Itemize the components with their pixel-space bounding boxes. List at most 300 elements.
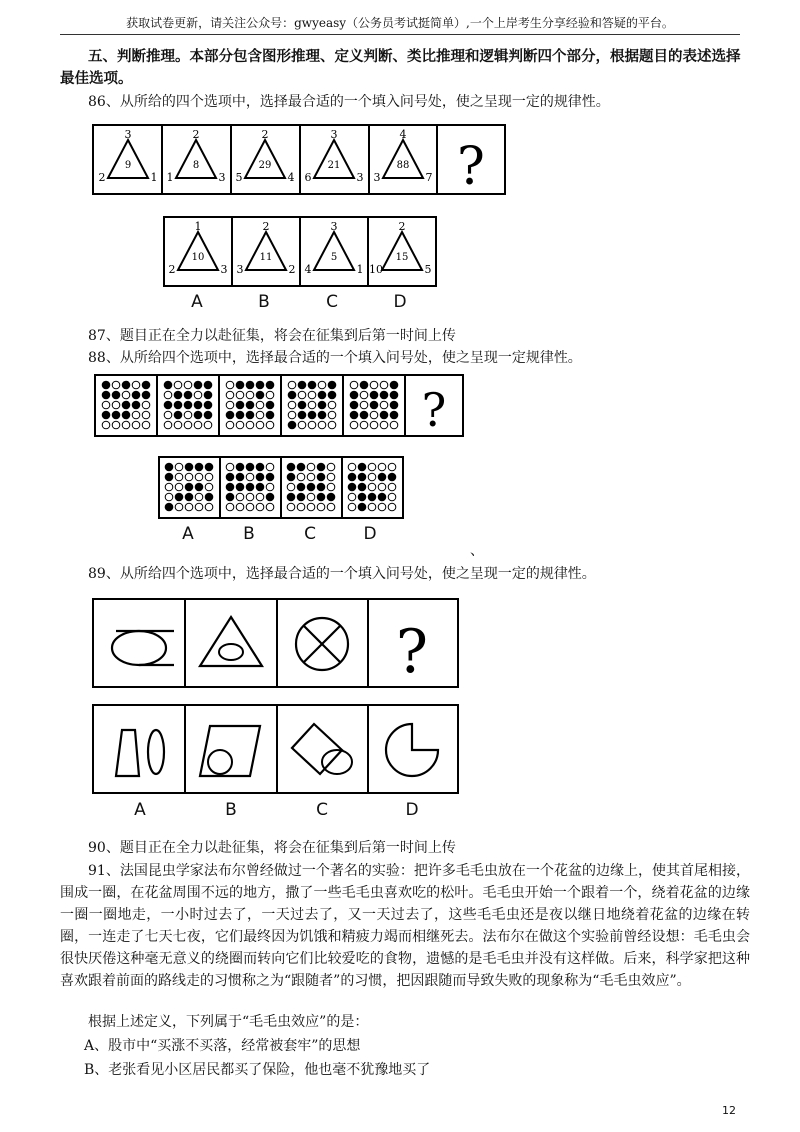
filled-dot <box>317 473 325 481</box>
filled-dot <box>390 401 398 409</box>
empty-dot <box>328 411 336 419</box>
q86-option-label-c: C <box>326 292 338 312</box>
q88-option-grid <box>165 463 213 511</box>
empty-dot <box>184 421 192 429</box>
empty-dot <box>288 411 296 419</box>
q89-shape-circle-x <box>296 618 348 670</box>
q86-options-figure <box>163 216 439 288</box>
q91-option-b: B、老张看见小区居民都买了保险，他也毫不犹豫地买了 <box>84 1062 431 1078</box>
empty-dot <box>236 503 244 511</box>
triangle-center-number: 5 <box>330 252 338 263</box>
q89-option-label-c: C <box>316 800 328 820</box>
filled-dot <box>174 401 182 409</box>
empty-dot <box>318 381 326 389</box>
empty-dot <box>142 421 150 429</box>
empty-dot <box>102 421 110 429</box>
filled-dot <box>122 401 130 409</box>
empty-dot <box>175 473 183 481</box>
filled-dot <box>194 401 202 409</box>
filled-dot <box>102 381 110 389</box>
q88-options-figure <box>158 456 406 520</box>
empty-dot <box>380 401 388 409</box>
empty-dot <box>350 381 358 389</box>
filled-dot <box>328 391 336 399</box>
q88-option-label-d: D <box>363 524 377 544</box>
empty-dot <box>308 391 316 399</box>
filled-dot <box>328 381 336 389</box>
empty-dot <box>298 391 306 399</box>
filled-dot <box>246 401 254 409</box>
empty-dot <box>317 503 325 511</box>
q90-text: 90、题目正在全力以赴征集，将会在征集到后第一时间上传 <box>88 840 456 856</box>
filled-dot <box>204 401 212 409</box>
empty-dot <box>370 411 378 419</box>
triangle-top-number: 2 <box>262 220 270 233</box>
empty-dot <box>112 421 120 429</box>
empty-dot <box>132 421 140 429</box>
triangle-right-number: 1 <box>356 263 364 276</box>
filled-dot <box>297 483 305 491</box>
empty-dot <box>370 381 378 389</box>
triangle-left-number: 3 <box>236 263 244 276</box>
filled-dot <box>317 463 325 471</box>
filled-dot <box>194 411 202 419</box>
section-title: 五、判断推理。本部分包含图形推理、定义判断、类比推理和逻辑判断四个部分，根据题目的表述选择最佳选项。 <box>60 48 741 87</box>
empty-dot <box>175 463 183 471</box>
filled-dot <box>266 411 274 419</box>
empty-dot <box>350 421 358 429</box>
triangle-right-number: 5 <box>424 263 432 276</box>
empty-dot <box>246 503 254 511</box>
q88-sequence-grid <box>226 381 274 429</box>
q89-option-label-d: D <box>405 800 419 820</box>
q86-option-label-a: A <box>191 292 203 312</box>
triangle-top-number: 2 <box>261 128 269 141</box>
q86-stem: 86、从所给的四个选项中，选择最合适的一个填入问号处，使之呈现一定的规律性。 <box>88 94 610 110</box>
filled-dot <box>358 483 366 491</box>
filled-dot <box>288 391 296 399</box>
q86-option-label-b: B <box>258 292 270 312</box>
empty-dot <box>307 463 315 471</box>
filled-dot <box>348 483 356 491</box>
empty-dot <box>174 381 182 389</box>
filled-dot <box>358 503 366 511</box>
filled-dot <box>236 401 244 409</box>
empty-dot <box>185 503 193 511</box>
filled-dot <box>350 411 358 419</box>
triangle-right-number: 2 <box>288 263 296 276</box>
triangle-center-number: 8 <box>192 160 200 171</box>
filled-dot <box>318 411 326 419</box>
filled-dot <box>112 411 120 419</box>
q88-sequence-figure <box>94 374 466 438</box>
q91-option-a: A、股市中“买涨不买落，经常被套牢”的思想 <box>84 1038 361 1054</box>
q86-sequence-triangle <box>305 128 364 184</box>
empty-dot <box>327 463 335 471</box>
empty-dot <box>256 411 264 419</box>
filled-dot <box>246 463 254 471</box>
empty-dot <box>308 421 316 429</box>
filled-dot <box>298 381 306 389</box>
triangle-right-number: 4 <box>287 171 295 184</box>
filled-dot <box>236 381 244 389</box>
empty-dot <box>266 421 274 429</box>
q86-sequence-triangle <box>99 128 158 184</box>
empty-dot <box>175 503 183 511</box>
empty-dot <box>256 493 264 501</box>
empty-dot <box>195 473 203 481</box>
filled-dot <box>390 391 398 399</box>
q88-sequence-grid <box>288 381 336 429</box>
filled-dot <box>327 493 335 501</box>
q86-option-triangle <box>237 220 296 276</box>
triangle-shape <box>108 140 148 178</box>
filled-dot <box>317 493 325 501</box>
filled-dot <box>246 411 254 419</box>
filled-dot <box>112 391 120 399</box>
empty-dot <box>112 401 120 409</box>
empty-dot <box>378 463 386 471</box>
filled-dot <box>256 473 264 481</box>
q89-option-label-b: B <box>225 800 237 820</box>
triangle-shape <box>245 140 285 178</box>
empty-dot <box>164 391 172 399</box>
filled-dot <box>256 463 264 471</box>
triangle-top-number: 4 <box>399 128 407 141</box>
triangle-left-number: 6 <box>304 171 312 184</box>
filled-dot <box>287 473 295 481</box>
triangle-shape <box>178 232 218 270</box>
q88-sequence-grid <box>102 381 150 429</box>
triangle-shape <box>314 140 354 178</box>
empty-dot <box>195 493 203 501</box>
empty-dot <box>360 391 368 399</box>
empty-dot <box>388 483 396 491</box>
empty-dot <box>287 503 295 511</box>
filled-dot <box>318 401 326 409</box>
q89-option-d-shape <box>386 724 438 776</box>
empty-dot <box>307 473 315 481</box>
filled-dot <box>348 473 356 481</box>
q91-paragraph: 91、法国昆虫学家法布尔曾经做过一个著名的实验：把许多毛毛虫放在一个花盆的边缘上，使其首尾相接，围成一圈，在花盆周围不远的地方，撒了一些毛毛虫喜欢吃的松叶。毛毛虫开始一个跟着一个，绕着花盆的边缘一圈一圈地走，一小时过去了，一天过去了，又一天过去了，这些毛毛虫还是夜以继日地绕着花盆的边缘在转圈，一连走了七天七夜，它们最终因为饥饿和精疲力竭而相继死去。法布尔在做这个实验前曾经设想：毛毛虫会很快厌倦这种毫无意义的绕圈而转向它们比较爱吃的食物，遗憾的是毛毛虫并没有这样做。后来，科学家把这种喜欢跟着前面的路线走的习惯称之为“跟随者”的习惯，把因跟随而导致失败的现象称为“毛毛虫效应”。 <box>60 863 750 989</box>
page-number: 12 <box>722 1104 736 1117</box>
empty-dot <box>388 493 396 501</box>
triangle-center-number: 9 <box>124 160 132 171</box>
empty-dot <box>256 421 264 429</box>
filled-dot <box>122 381 130 389</box>
q88-question-mark: ? <box>421 383 447 437</box>
page-header: 获取试卷更新，请关注公众号：gwyeasy（公务员考试挺简单）,一个上岸考生分享经验和答疑的平台。 <box>126 16 674 30</box>
q89-shape-circle-lines <box>112 631 174 665</box>
q86-option-label-d: D <box>393 292 407 312</box>
filled-dot <box>308 381 316 389</box>
filled-dot <box>298 401 306 409</box>
filled-dot <box>297 493 305 501</box>
empty-dot <box>236 421 244 429</box>
triangle-right-number: 3 <box>218 171 226 184</box>
filled-dot <box>174 391 182 399</box>
triangle-left-number: 1 <box>166 171 174 184</box>
q86-sequence-triangle <box>236 128 295 184</box>
filled-dot <box>132 401 140 409</box>
filled-dot <box>266 473 274 481</box>
q88-stem: 88、从所给四个选项中，选择最合适的一个填入问号处，使之呈现一定规律性。 <box>88 350 582 366</box>
q88-option-label-b: B <box>243 524 255 544</box>
q89-question-mark: ? <box>395 617 429 687</box>
empty-dot <box>287 483 295 491</box>
empty-dot <box>246 391 254 399</box>
filled-dot <box>256 391 264 399</box>
triangle-center-number: 29 <box>258 160 272 171</box>
q88-sequence-grid <box>350 381 398 429</box>
empty-dot <box>256 503 264 511</box>
empty-dot <box>122 391 130 399</box>
q89-stem: 89、从所给四个选项中，选择最合适的一个填入问号处，使之呈现一定的规律性。 <box>88 566 596 582</box>
empty-dot <box>246 421 254 429</box>
empty-dot <box>226 401 234 409</box>
empty-dot <box>328 421 336 429</box>
triangle-center-number: 15 <box>395 252 409 263</box>
filled-dot <box>350 391 358 399</box>
filled-dot <box>142 381 150 389</box>
filled-dot <box>266 381 274 389</box>
filled-dot <box>370 401 378 409</box>
filled-dot <box>102 391 110 399</box>
triangle-shape <box>176 140 216 178</box>
q89-shape-triangle-ellipse <box>200 617 262 666</box>
empty-dot <box>194 421 202 429</box>
triangle-center-number: 10 <box>191 252 205 263</box>
filled-dot <box>165 463 173 471</box>
q86-sequence-figure <box>92 124 508 196</box>
filled-dot <box>360 381 368 389</box>
filled-dot <box>236 473 244 481</box>
empty-dot <box>164 411 172 419</box>
empty-dot <box>164 421 172 429</box>
q86-option-triangle <box>169 220 228 276</box>
empty-dot <box>226 503 234 511</box>
triangle-right-number: 3 <box>356 171 364 184</box>
filled-dot <box>378 493 386 501</box>
triangle-left-number: 5 <box>235 171 243 184</box>
q88-option-grid <box>287 463 335 511</box>
empty-dot <box>205 483 213 491</box>
empty-dot <box>132 411 140 419</box>
filled-dot <box>317 483 325 491</box>
filled-dot <box>185 493 193 501</box>
q88-sequence-grid <box>164 381 212 429</box>
filled-dot <box>358 473 366 481</box>
empty-dot <box>288 401 296 409</box>
filled-dot <box>165 473 173 481</box>
filled-dot <box>390 381 398 389</box>
filled-dot <box>236 411 244 419</box>
filled-dot <box>236 483 244 491</box>
triangle-top-number: 1 <box>194 220 202 233</box>
filled-dot <box>185 483 193 491</box>
filled-dot <box>226 483 234 491</box>
empty-dot <box>165 483 173 491</box>
q89-option-label-a: A <box>134 800 146 820</box>
filled-dot <box>132 391 140 399</box>
q89-sequence-figure <box>92 598 462 690</box>
q89-option-c-shape <box>292 724 352 774</box>
empty-dot <box>378 503 386 511</box>
q88-option-label-a: A <box>182 524 194 544</box>
q88-option-grid <box>226 463 274 511</box>
triangle-top-number: 3 <box>330 220 338 233</box>
triangle-top-number: 2 <box>192 128 200 141</box>
triangle-center-number: 88 <box>396 160 410 171</box>
empty-dot <box>297 473 305 481</box>
empty-dot <box>380 421 388 429</box>
empty-dot <box>327 503 335 511</box>
filled-dot <box>246 381 254 389</box>
filled-dot <box>164 401 172 409</box>
empty-dot <box>360 421 368 429</box>
filled-dot <box>256 483 264 491</box>
empty-dot <box>266 503 274 511</box>
empty-dot <box>142 411 150 419</box>
q86-question-mark: ? <box>457 137 485 196</box>
q86-option-triangle <box>305 220 364 276</box>
filled-dot <box>256 381 264 389</box>
filled-dot <box>287 463 295 471</box>
filled-dot <box>102 411 110 419</box>
empty-dot <box>360 401 368 409</box>
q86-sequence-triangle <box>374 128 433 184</box>
filled-dot <box>308 411 316 419</box>
empty-dot <box>256 401 264 409</box>
triangle-right-number: 7 <box>425 171 433 184</box>
filled-dot <box>175 493 183 501</box>
triangle-top-number: 2 <box>398 220 406 233</box>
filled-dot <box>165 503 173 511</box>
filled-dot <box>298 411 306 419</box>
filled-dot <box>297 463 305 471</box>
stray-mark: 、 <box>470 543 484 559</box>
empty-dot <box>102 401 110 409</box>
filled-dot <box>226 411 234 419</box>
empty-dot <box>112 381 120 389</box>
triangle-right-number: 3 <box>220 263 228 276</box>
filled-dot <box>266 401 274 409</box>
empty-dot <box>298 421 306 429</box>
empty-dot <box>378 483 386 491</box>
triangle-left-number: 3 <box>373 171 381 184</box>
triangle-right-number: 1 <box>150 171 158 184</box>
filled-dot <box>370 391 378 399</box>
filled-dot <box>184 401 192 409</box>
q88-option-label-c: C <box>304 524 316 544</box>
empty-dot <box>226 421 234 429</box>
empty-dot <box>370 421 378 429</box>
filled-dot <box>360 411 368 419</box>
empty-dot <box>185 473 193 481</box>
filled-dot <box>205 493 213 501</box>
filled-dot <box>204 381 212 389</box>
filled-dot <box>368 493 376 501</box>
empty-dot <box>380 381 388 389</box>
filled-dot <box>266 493 274 501</box>
filled-dot <box>174 411 182 419</box>
filled-dot <box>164 381 172 389</box>
empty-dot <box>308 401 316 409</box>
triangle-center-number: 11 <box>259 252 273 263</box>
empty-dot <box>266 463 274 471</box>
filled-dot <box>350 401 358 409</box>
triangle-top-number: 3 <box>330 128 338 141</box>
filled-dot <box>390 411 398 419</box>
filled-dot <box>380 411 388 419</box>
q86-sequence-triangle <box>167 128 226 184</box>
filled-dot <box>205 463 213 471</box>
filled-dot <box>236 463 244 471</box>
triangle-center-number: 21 <box>327 160 341 171</box>
q88-option-grid <box>348 463 396 511</box>
empty-dot <box>368 483 376 491</box>
filled-dot <box>307 483 315 491</box>
empty-dot <box>307 493 315 501</box>
empty-dot <box>348 463 356 471</box>
filled-dot <box>388 473 396 481</box>
empty-dot <box>348 493 356 501</box>
empty-dot <box>390 421 398 429</box>
empty-dot <box>205 503 213 511</box>
empty-dot <box>348 503 356 511</box>
empty-dot <box>174 421 182 429</box>
q89-option-a-shape <box>116 730 164 776</box>
triangle-left-number: 2 <box>168 263 176 276</box>
empty-dot <box>194 391 202 399</box>
empty-dot <box>318 421 326 429</box>
q91-prompt: 根据上述定义，下列属于“毛毛虫效应”的是： <box>88 1014 369 1030</box>
triangle-shape <box>314 232 354 270</box>
empty-dot <box>327 483 335 491</box>
q89-options-figure <box>92 704 462 796</box>
triangle-shape <box>382 232 422 270</box>
q86-option-triangle <box>369 220 432 276</box>
filled-dot <box>318 391 326 399</box>
empty-dot <box>236 493 244 501</box>
q89-option-b-shape <box>200 726 260 776</box>
filled-dot <box>204 411 212 419</box>
filled-dot <box>288 421 296 429</box>
empty-dot <box>226 381 234 389</box>
filled-dot <box>380 391 388 399</box>
filled-dot <box>122 411 130 419</box>
filled-dot <box>378 473 386 481</box>
empty-dot <box>132 381 140 389</box>
q87-text: 87、题目正在全力以赴征集，将会在征集到后第一时间上传 <box>88 328 456 344</box>
filled-dot <box>246 483 254 491</box>
filled-dot <box>195 483 203 491</box>
empty-dot <box>328 401 336 409</box>
empty-dot <box>297 503 305 511</box>
empty-dot <box>307 503 315 511</box>
filled-dot <box>358 463 366 471</box>
empty-dot <box>388 463 396 471</box>
empty-dot <box>184 411 192 419</box>
empty-dot <box>266 391 274 399</box>
empty-dot <box>175 483 183 491</box>
empty-dot <box>205 473 213 481</box>
triangle-left-number: 10 <box>369 263 383 276</box>
empty-dot <box>204 421 212 429</box>
filled-dot <box>142 391 150 399</box>
empty-dot <box>165 493 173 501</box>
empty-dot <box>226 391 234 399</box>
